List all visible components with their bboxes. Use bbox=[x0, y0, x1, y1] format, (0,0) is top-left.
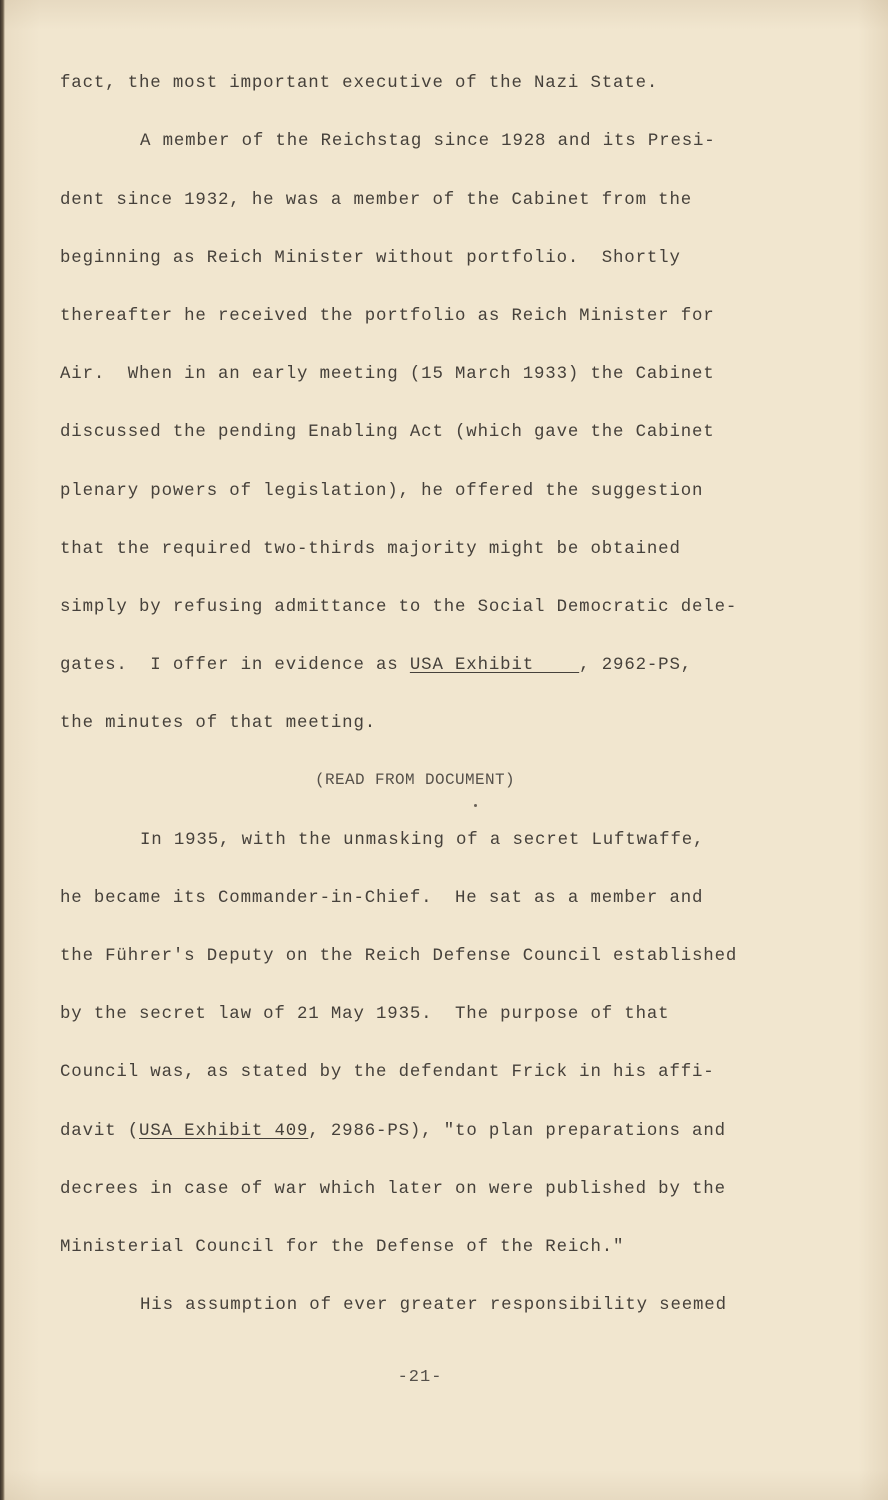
ink-speck bbox=[474, 804, 477, 807]
text-line: discussed the pending Enabling Act (which gave the Cabinet bbox=[60, 423, 715, 442]
text-fragment: , 2962-PS, bbox=[579, 656, 693, 675]
exhibit-reference: USA Exhibit 409 bbox=[139, 1122, 309, 1141]
text-line: that the required two-thirds majority might be obtained bbox=[60, 540, 681, 559]
text-line: by the secret law of 21 May 1935. The purpose of that bbox=[60, 1005, 670, 1024]
text-line: Ministerial Council for the Defense of the Reich." bbox=[60, 1238, 625, 1257]
text-line: dent since 1932, he was a member of the Cabinet from the bbox=[60, 191, 693, 210]
text-line: thereafter he received the portfolio as Reich Minister for bbox=[60, 307, 715, 326]
text-fragment: , 2986-PS), "to plan preparations and bbox=[308, 1122, 726, 1141]
exhibit-reference: USA Exhibit bbox=[409, 656, 580, 675]
text-line: plenary powers of legislation), he offered the suggestion bbox=[60, 482, 704, 501]
text-line: the Führer's Deputy on the Reich Defense Council established bbox=[60, 947, 738, 966]
text-fragment: gates. I offer in evidence as bbox=[60, 656, 410, 675]
binding-edge bbox=[0, 0, 5, 1500]
text-line: Air. When in an early meeting (15 March 1933) the Cabinet bbox=[60, 365, 715, 384]
text-line: Council was, as stated by the defendant Frick in his affi- bbox=[60, 1063, 715, 1082]
text-fragment: davit ( bbox=[60, 1122, 140, 1141]
text-line: His assumption of ever greater responsibility seemed bbox=[140, 1296, 727, 1315]
text-line: the minutes of that meeting. bbox=[60, 714, 377, 733]
text-line: decrees in case of war which later on were published by the bbox=[60, 1180, 726, 1199]
text-line bbox=[60, 651, 692, 681]
text-line: simply by refusing admittance to the Social Democratic dele- bbox=[60, 598, 738, 617]
text-line bbox=[60, 1117, 726, 1147]
text-line: fact, the most important executive of the Nazi State. bbox=[60, 74, 659, 93]
page-number: -21- bbox=[397, 1368, 443, 1387]
read-from-document-note: (READ FROM DOCUMENT) bbox=[314, 771, 516, 789]
text-line: In 1935, with the unmasking of a secret Luftwaffe, bbox=[140, 831, 705, 850]
text-line: A member of the Reichstag since 1928 and its Presi- bbox=[140, 132, 716, 151]
text-line: beginning as Reich Minister without portfolio. Shortly bbox=[60, 249, 681, 268]
text-line: he became its Commander-in-Chief. He sat as a member and bbox=[60, 889, 704, 908]
